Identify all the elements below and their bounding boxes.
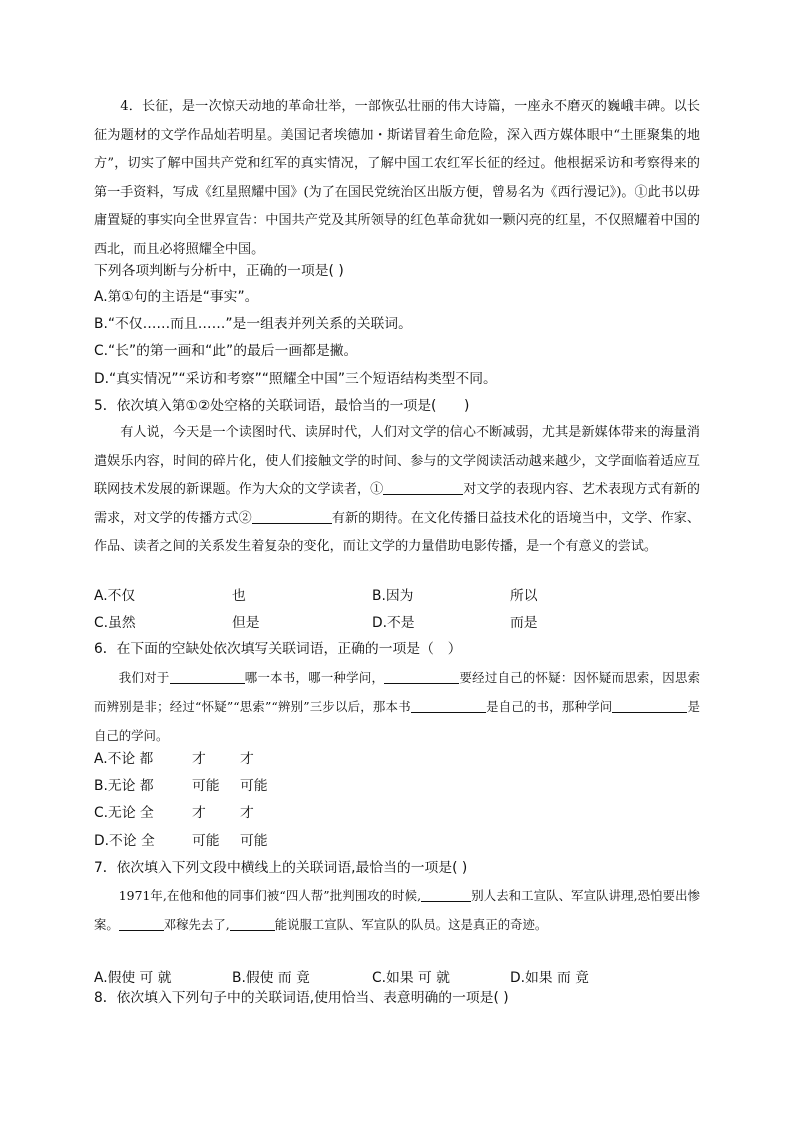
q5-option-a-word2: 也 — [232, 588, 246, 604]
q5-option-b-word2: 所以 — [510, 588, 538, 604]
q5-option-d-word2: 而是 — [510, 615, 538, 631]
q4-option-d[interactable]: D.“真实情况”“采访和考察”“照耀全中国”三个短语结构类型不同。 — [94, 371, 497, 387]
q6-blank-3[interactable] — [411, 698, 486, 713]
q7-passage — [94, 881, 700, 939]
q5-option-d[interactable]: D.不是 — [372, 615, 415, 631]
q6-blank-1[interactable] — [170, 669, 245, 684]
q5-passage-part-c: 有新的期待。在文化传播日益技术化的语境当中，文学、作家、作品、读者之间的关系发生着复杂的变化，而让文学的力量借助电影传播，是一个有意义的尝试。 — [94, 510, 701, 555]
q7-option-b[interactable]: B.假使 而 竟 — [232, 970, 310, 986]
q6-option-c-word3: 才 — [240, 805, 254, 821]
q6-option-b[interactable]: B.无论 都 — [94, 778, 154, 794]
q6-passage-part-3: 要经过自己的怀疑：因怀疑而思索，因思索而辨别是非；经过“怀疑”“思索”“辨别”三步以后，那本书 — [94, 670, 701, 714]
q6-blank-4[interactable] — [612, 698, 687, 713]
q5-option-a[interactable]: A.不仅 — [94, 588, 136, 604]
q6-passage-part-2: 哪一本书，哪一种学问， — [244, 670, 385, 685]
q7-option-c[interactable]: C.如果 可 就 — [372, 970, 450, 986]
q6-passage — [94, 663, 700, 750]
q5-passage — [94, 419, 700, 562]
q6-option-c[interactable]: C.无论 全 — [94, 805, 154, 821]
q6-passage-part-1: 我们对于 — [118, 670, 170, 685]
q6-option-d-word2: 可能 — [192, 833, 220, 849]
q4-stem: 下列各项判断与分析中，正确的一项是( ) — [94, 263, 344, 279]
q7-blank-3[interactable] — [230, 916, 275, 931]
q5-option-b[interactable]: B.因为 — [372, 588, 414, 604]
q6-option-d[interactable]: D.不论 全 — [94, 833, 155, 849]
q6-stem: 6．在下面的空缺处依次填写关联词语，正确的一项是（ ） — [94, 641, 462, 657]
q5-option-c[interactable]: C.虽然 — [94, 615, 136, 631]
q5-passage-part-a: 有人说，今天是一个读图时代、读屏时代，人们对文学的信心不断减弱，尤其是新媒体带来的海量消遣娱乐内容，时间的碎片化，使人们接触文学的时间、参与的文学阅读活动越来越少，文学面临着适应互联网技术发展的新课题。作为大众的文学读者，① — [94, 425, 700, 498]
q7-passage-part-1: 1971年,在他和他的同事们被“四人帮”批判围攻的时候, — [118, 888, 422, 903]
q6-option-d-word3: 可能 — [240, 833, 268, 849]
q7-passage-part-3: 邓稼先去了, — [163, 917, 230, 932]
q7-passage-part-4: 能说服工宣队、军宣队的队员。这是真正的奇迹。 — [274, 917, 548, 932]
q6-blank-2[interactable] — [384, 669, 459, 684]
q6-option-a-word3: 才 — [240, 751, 254, 767]
q7-option-a[interactable]: A.假使 可 就 — [94, 970, 172, 986]
q6-option-a-word2: 才 — [192, 751, 206, 767]
q5-option-c-word2: 但是 — [232, 615, 260, 631]
q4-option-c[interactable]: C.“长”的第一画和“此”的最后一画都是撇。 — [94, 343, 358, 359]
q4-passage — [94, 93, 700, 265]
q5-blank-1[interactable] — [383, 480, 463, 495]
q7-option-d[interactable]: D.如果 而 竟 — [510, 970, 589, 986]
q5-passage-part-b: 对文学的表现内容、艺术表现方式有新的需求，对文学的传播方式② — [94, 482, 701, 526]
q5-stem: 5．依次填入第①②处空格的关联词语，最恰当的一项是( ) — [94, 398, 470, 414]
q4-option-a[interactable]: A.第①句的主语是“事实”。 — [94, 289, 259, 305]
q7-blank-1[interactable] — [421, 887, 471, 902]
q8-stem: 8．依次填入下列句子中的关联词语,使用恰当、表意明确的一项是( ) — [94, 990, 509, 1006]
q6-option-c-word2: 才 — [192, 805, 206, 821]
q6-option-a[interactable]: A.不论 都 — [94, 751, 154, 767]
q6-passage-part-5: 是自己的学问。 — [94, 699, 701, 743]
q5-blank-2[interactable] — [252, 509, 332, 524]
q6-passage-part-4: 是自己的书，那种学问 — [485, 699, 613, 714]
q7-blank-2[interactable] — [119, 916, 164, 931]
q4-passage-text: 4．长征，是一次惊天动地的革命壮举，一部恢弘壮丽的伟大诗篇，一座永不磨灭的巍峨丰碑。以长征为题材的文学作品灿若明星。美国记者埃德加・斯诺冒着生命危险，深入西方媒体眼中“土匪聚集的地方”，切实了解中国共产党和红军的真实情况，了解中国工农红军长征的经过。他根据采访和考察得来的第一手资料，写成《红星照耀中国》(为了在国民党统治区出版方便，曾易名为《西行漫记》)。①此书以毋庸置疑的事实向全世界宣告：中国共产党及其所领导的红色革命犹如一颗闪亮的红星，不仅照耀着中国的西北，而且必将照耀全中国。 — [94, 99, 700, 257]
q6-option-b-word2: 可能 — [192, 778, 220, 794]
q6-option-b-word3: 可能 — [240, 778, 268, 794]
q7-passage-part-2: 别人去和工宣队、军宣队讲理,恐怕要出惨案。 — [94, 888, 700, 932]
q7-stem: 7．依次填入下列文段中横线上的关联词语,最恰当的一项是( ) — [94, 860, 468, 876]
q4-option-b[interactable]: B.“不仅……而且……”是一组表并列关系的关联词。 — [94, 316, 412, 332]
